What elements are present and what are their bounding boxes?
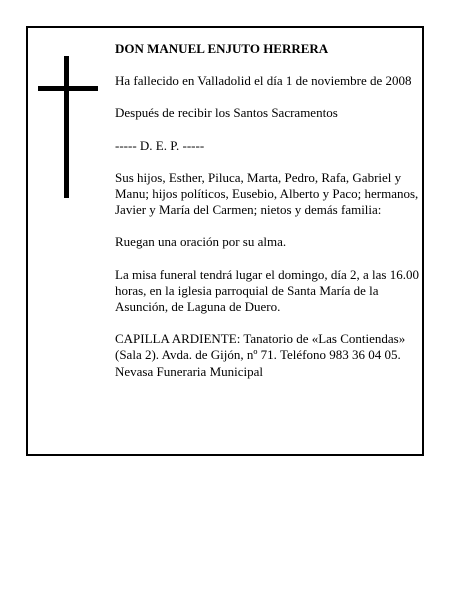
obituary-notice [26, 26, 424, 456]
family-list: Sus hijos, Esther, Piluca, Marta, Pedro, Rafa, Gabriel y Manu; hijos políticos, Eusebio, Alberto y Paco; hermanos, Javier y María del Carmen; nietos y demás familia: [115, 169, 419, 218]
prayer-request: Ruegan una oración por su alma. [115, 234, 287, 250]
cross-icon [38, 56, 98, 198]
deceased-name: DON MANUEL ENJUTO HERRERA [115, 41, 329, 56]
chapel-info: CAPILLA ARDIENTE: Tanatorio de «Las Contiendas» (Sala 2). Avda. de Gijón, nº 71. Teléfono 983 36 04 05. Nevasa Funeraria Municipal [115, 331, 406, 379]
notice-text [115, 41, 425, 396]
sacraments-line: Después de recibir los Santos Sacramentos [115, 105, 338, 121]
cross-horizontal-bar [38, 86, 98, 91]
cross-vertical-bar [64, 56, 69, 198]
funeral-mass-info: La misa funeral tendrá lugar el domingo, día 2, a las 16.00 horas, en la iglesia parroquial de Santa María de la Asunción, de Laguna de Duero. [115, 266, 419, 315]
death-announcement: Ha fallecido en Valladolid el día 1 de noviembre de 2008 [115, 73, 412, 89]
rip-line: ----- D. E. P. ----- [115, 137, 205, 153]
